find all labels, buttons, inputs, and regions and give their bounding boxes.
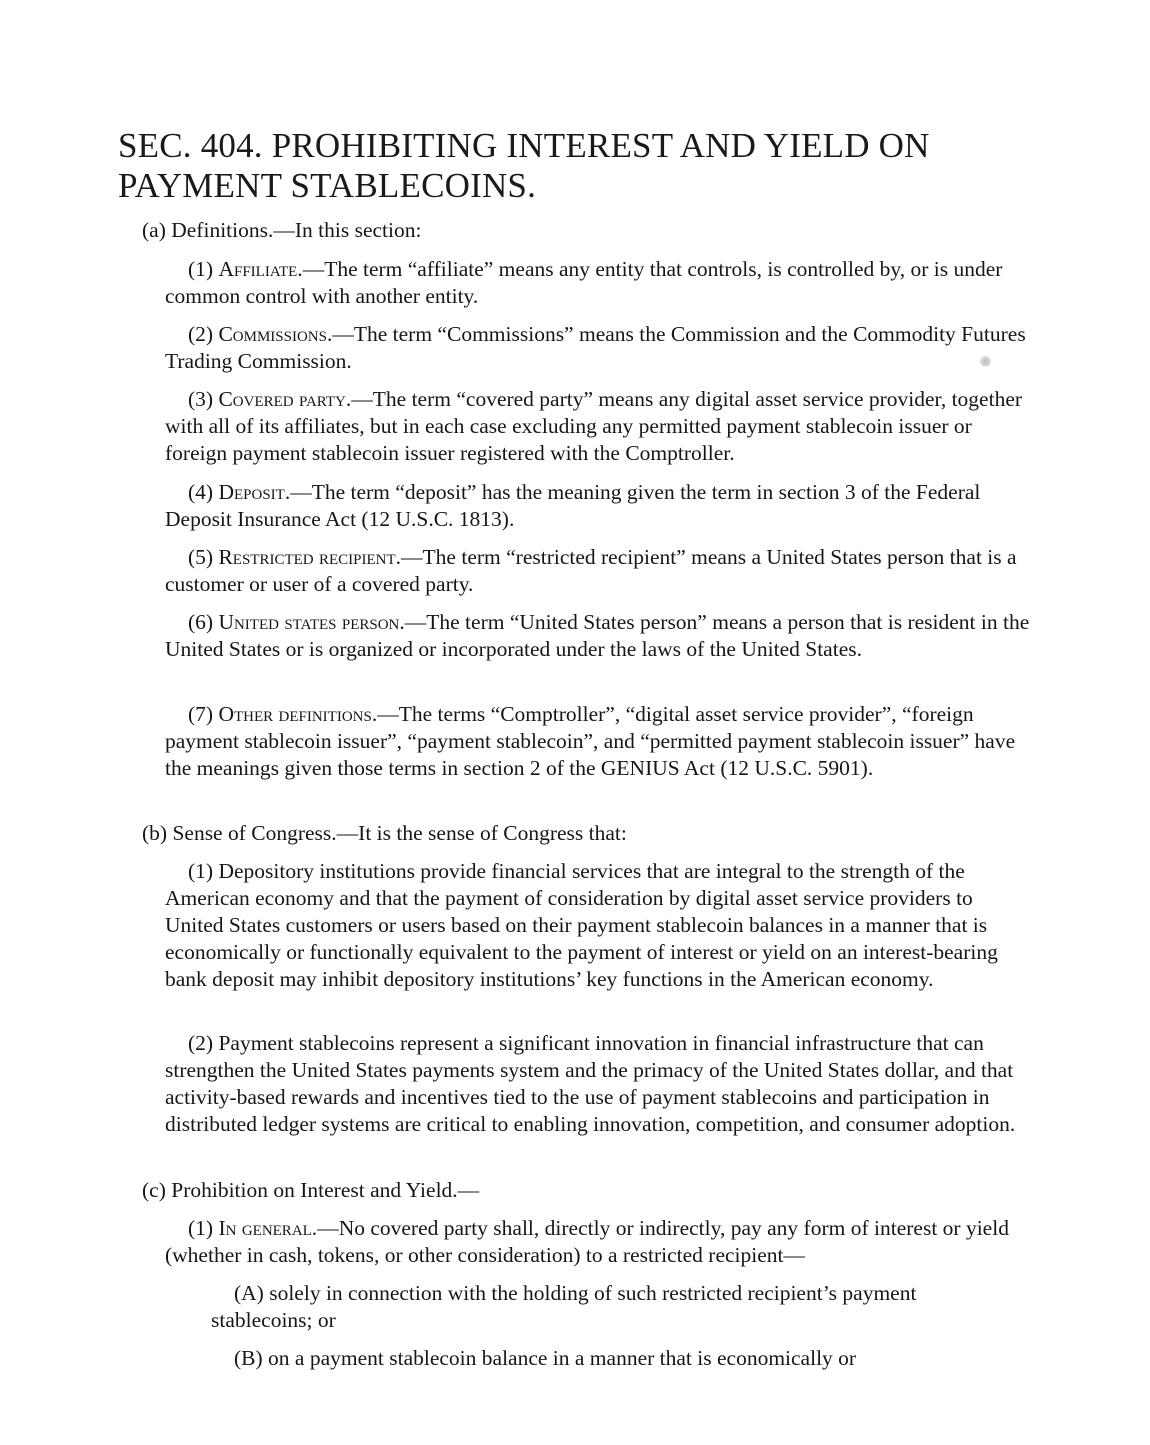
definition-term: United states person. — [218, 610, 405, 634]
paragraph-term: In general. — [218, 1216, 318, 1240]
section-title: SEC. 404. PROHIBITING INTEREST AND YIELD ON PAYMENT STABLECOINS. — [118, 126, 930, 205]
definition-term: Affiliate. — [218, 257, 303, 281]
prohibition-in-general — [165, 1215, 1033, 1269]
definition-commissions — [165, 321, 1033, 375]
definition-text: —The terms “Comptroller”, “digital asset service provider”, “foreign payment stablecoin issuer”, “payment stablecoin”, and “permitted payment stablecoin issuer” have the meanings given those terms in section 2 of the GENIUS Act (12 U.S.C. 5901). — [165, 702, 1016, 780]
definition-number: (3) — [188, 387, 219, 411]
definition-affiliate — [165, 256, 1033, 310]
subsection-a-heading: (a) Definitions.—In this section: — [142, 218, 422, 242]
definition-number: (5) — [188, 545, 219, 569]
definition-deposit — [165, 479, 1033, 533]
definition-text: —The term “affiliate” means any entity that controls, is controlled by, or is under common control with another entity. — [165, 257, 1003, 308]
subsection-c-heading: (c) Prohibition on Interest and Yield.— — [142, 1178, 480, 1202]
definition-text: —The term “restricted recipient” means a United States person that is a customer or user of a covered party. — [165, 545, 1017, 596]
definition-number: (7) — [188, 702, 219, 726]
definition-covered-party — [165, 386, 1033, 467]
definition-number: (4) — [188, 480, 219, 504]
definition-united-states-person — [165, 609, 1033, 663]
definition-text: —The term “Commissions” means the Commission and the Commodity Futures Trading Commission. — [165, 322, 1026, 373]
scan-smudge-mark — [980, 356, 991, 367]
subsection-b-heading: (b) Sense of Congress.—It is the sense of Congress that: — [142, 821, 627, 845]
definition-number: (2) — [188, 322, 219, 346]
definition-term: Other definitions. — [218, 702, 378, 726]
definition-other-definitions — [165, 701, 1033, 782]
definition-term: Commissions. — [218, 322, 333, 346]
definition-number: (1) — [188, 257, 219, 281]
definition-term: Restricted recipient. — [218, 545, 402, 569]
paragraph-text: —No covered party shall, directly or indirectly, pay any form of interest or yield (whether in cash, tokens, or other consideration) to a restricted recipient— — [165, 1216, 1009, 1267]
subparagraph-a: (A) solely in connection with the holding of such restricted recipient’s payment stablecoins; or — [211, 1281, 917, 1332]
sense-paragraph-1: (1) Depository institutions provide financial services that are integral to the strength of the American economy and that the payment of consideration by digital asset service providers to United States customers or users based on their payment stablecoin balances in a manner that is economically or functionally equivalent to the payment of interest or yield on an interest-bearing bank deposit may inhibit depository institutions’ key functions in the American economy. — [165, 859, 998, 991]
paragraph-number: (1) — [188, 1216, 219, 1240]
definition-number: (6) — [188, 610, 219, 634]
definition-text: —The term “deposit” has the meaning given the term in section 3 of the Federal Deposit Insurance Act (12 U.S.C. 1813). — [165, 480, 981, 531]
definition-term: Deposit. — [218, 480, 291, 504]
definition-text: —The term “United States person” means a person that is resident in the United States or is organized or incorporated under the laws of the United States. — [165, 610, 1030, 661]
definition-term: Covered party. — [218, 387, 352, 411]
sense-paragraph-2: (2) Payment stablecoins represent a significant innovation in financial infrastructure that can strengthen the United States payments system and the primacy of the United States dollar, and that activity-based rewards and incentives tied to the use of payment stablecoins and participation in distributed ledger systems are critical to enabling innovation, competition, and consumer adoption. — [165, 1031, 1016, 1136]
subparagraph-b: (B) on a payment stablecoin balance in a manner that is economically or — [234, 1346, 857, 1370]
definition-restricted-recipient — [165, 544, 1033, 598]
definition-text: —The term “covered party” means any digital asset service provider, together with all of its affiliates, but in each case excluding any permitted payment stablecoin issuer or foreign payment stablecoin issuer registered with the Comptroller. — [165, 387, 1023, 465]
